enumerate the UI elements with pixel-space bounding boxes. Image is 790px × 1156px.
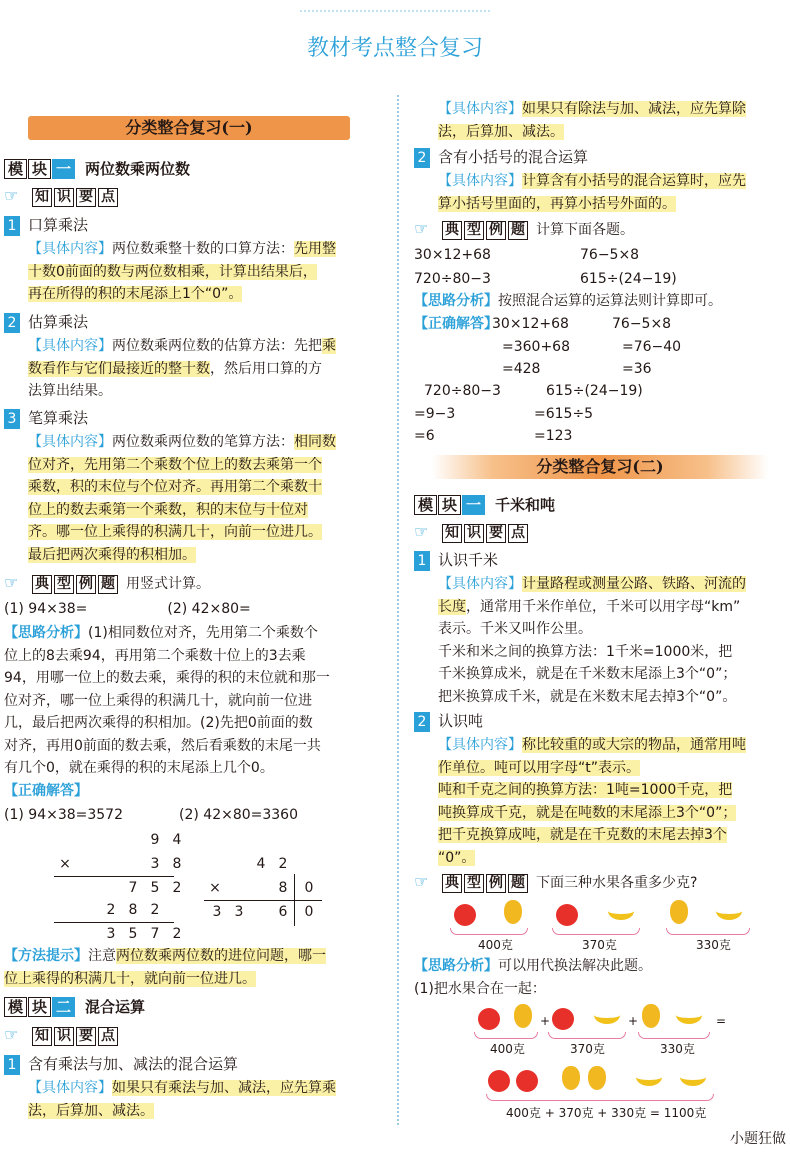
page-title: 教材考点整合复习 [306,36,483,61]
example-problem: 615÷(24−19) [580,271,677,287]
thinking-analysis: 【思路分析】(1)相同数位对齐，先用第二个乘数个 位上的8去乘94，再用第二个乘数十位上的3去乘 94，用哪一位上的数去乘，乘得的积的末位就和那一 位对齐，哪一位上乘得的积满几十，就向前一位进 几，最后把两次乘得的积相加。(2)先把0前面的数 对齐，再用0前面的数去乘，然后看乘数的末尾一共 有几个0，就在乘得的积的末尾添上几个0。 [4,625,330,776]
pointing-hand-icon: ☞ [4,186,19,205]
example-problem: 76−5×8 [580,247,640,263]
step-text: (1)把水果合在一起： [414,981,546,997]
column-divider [397,95,399,1125]
knowledge-points-tag: ☞ 知 识 要 点 [4,1025,120,1046]
example-tag: ☞ 典 型 例 题 计算下面各题。 [414,219,634,238]
all-fruits-illustration: 400克 + 370克 + 330克 = 1100克 [484,1066,724,1120]
pointing-hand-icon: ☞ [414,219,429,238]
item-content: 【具体内容】计量路程或测量公路、铁路、河流的 长度，通常用千米作单位，千米可以用字母“km” 表示。千米又叫作公里。 千米和米之间的换算方法：1千米=1000米，把 千米换算成米，就是在千米数末尾添上3个“0”； 把米换算成千米，就是在米数末尾去掉3个“0”。 [438,576,746,705]
knowledge-points-tag: ☞ 知 识 要 点 [414,522,530,543]
section-banner-2: 分类整合复习(二) [432,455,768,479]
fruit-combine-illustration: 400克 + 370克 + 330克 = [470,1004,770,1060]
item-content: 【具体内容】两位数乘两位数的估算方法：先把乘 数看作与它们最接近的整十数，然后用口算的方 法算出结果。 [28,338,336,399]
banana-icon [676,1006,702,1024]
example-tag: ☞ 典 型 例 题 用竖式计算。 [4,573,210,592]
answer-steps-4: 615÷(24−19) =615÷5 =123 [534,383,643,444]
apple-icon [478,1008,500,1030]
banana-icon [636,1068,662,1086]
item-heading: 2 认识吨 [414,710,483,732]
banana-icon [594,1006,620,1024]
item-heading: 3 笔算乘法 [4,407,88,429]
pointing-hand-icon: ☞ [4,1025,19,1044]
method-tip: 【方法提示】注意两位数乘两位数的进位问题，哪一 位上乘得的积满几十，就向前一位进几。 [4,948,326,987]
answer-steps-2: 76−5×8 =76−40 =36 [612,316,682,377]
vertical-calculation-2: 4 2 × 8 0 3 3 6 0 [200,852,330,926]
vertical-calculation-1: 9 4 × 3 8 7 5 2 2 8 2 3 5 7 2 [50,828,180,948]
thinking-analysis: 【思路分析】按照混合运算的运算法则计算即可。 [414,293,722,309]
footer-text: 小题狂做 [730,1131,786,1147]
banana-icon [608,902,634,920]
apple-icon [516,1070,538,1092]
example-problems: (1) 94×38= (2) 42×80= [4,601,251,617]
pear-icon [514,1004,532,1028]
answer-steps-1: 30×12+68 =360+68 =428 [492,316,570,377]
module-heading-3: 模 块 一 千米和吨 [414,494,555,516]
banana-icon [680,1068,706,1086]
answer-steps-3: 720÷80−3 =9−3 =6 [414,383,501,444]
apple-icon [454,904,476,926]
item-content: 【具体内容】如果只有乘法与加、减法，应先算乘 法，后算加、减法。 [28,1080,336,1119]
item-content: 【具体内容】称比较重的或大宗的物品，通常用吨 作单位。吨可以用字母“t”表示。 吨和千克之间的换算方法：1吨=1000千克，把 吨换算成千克，就是在吨数的末尾添上3个“0”； 把千克换算成吨，就是在千克数的末尾去掉3个 “0”。 [438,737,746,866]
answer-label: 【正确解答】 [4,783,88,799]
thinking-analysis: 【思路分析】可以用代换法解决此题。 [414,958,652,974]
item-heading: 1 认识千米 [414,549,498,571]
item-heading: 2 估算乘法 [4,311,88,333]
module-heading-2: 模 块 二 混合运算 [4,996,145,1018]
item-content: 【具体内容】两位数乘整十数的口算方法：先用整 十数0前面的数与两位数相乘，计算出结果后， 再在所得的积的末尾添上1个“0”。 [28,241,336,302]
example-problem: 30×12+68 [414,247,491,263]
pear-icon [562,1066,580,1090]
apple-icon [488,1070,510,1092]
item-heading: 1 含有乘法与加、减法的混合运算 [4,1053,238,1075]
module-heading-1: 模 块 一 两位数乘两位数 [4,158,190,180]
pointing-hand-icon: ☞ [414,522,429,541]
pear-icon [642,1004,660,1028]
item-heading: 1 口算乘法 [4,214,88,236]
fruit-illustration: 400克 370克 330克 [440,898,770,954]
item-content: 【具体内容】如果只有除法与加、减法，应先算除 法，后算加、减法。 [438,101,746,140]
apple-icon [556,904,578,926]
example-problem: 720÷80−3 [414,271,491,287]
apple-icon [552,1008,574,1030]
pear-icon [504,900,522,924]
banana-icon [716,902,742,920]
pear-icon [588,1066,606,1090]
answer-label: 【正确解答】 [414,316,498,332]
pointing-hand-icon: ☞ [414,872,429,891]
item-content: 【具体内容】两位数乘两位数的笔算方法：相同数 位对齐，先用第二个乘数个位上的数去乘第一个 乘数，积的末位与个位对齐。再用第二个乘数十 位上的数去乘第一个乘数，积的末位与十位对 齐。哪一位上乘得的积满几十，向前一位进几。 最后把两次乘得的积相加。 [28,434,336,563]
item-heading: 2 含有小括号的混合运算 [414,146,588,168]
example-tag: ☞ 典 型 例 题 下面三种水果各重多少克? [414,872,698,891]
section-banner-1: 分类整合复习(一) [28,116,350,140]
answer-results: (1) 94×38=3572 (2) 42×80=3360 [4,807,298,823]
pear-icon [670,900,688,924]
item-content: 【具体内容】计算含有小括号的混合运算时，应先 算小括号里面的，再算小括号外面的。 [438,173,746,212]
pointing-hand-icon: ☞ [4,573,19,592]
knowledge-points-tag: ☞ 知 识 要 点 [4,186,120,207]
title-decoration [300,10,490,16]
